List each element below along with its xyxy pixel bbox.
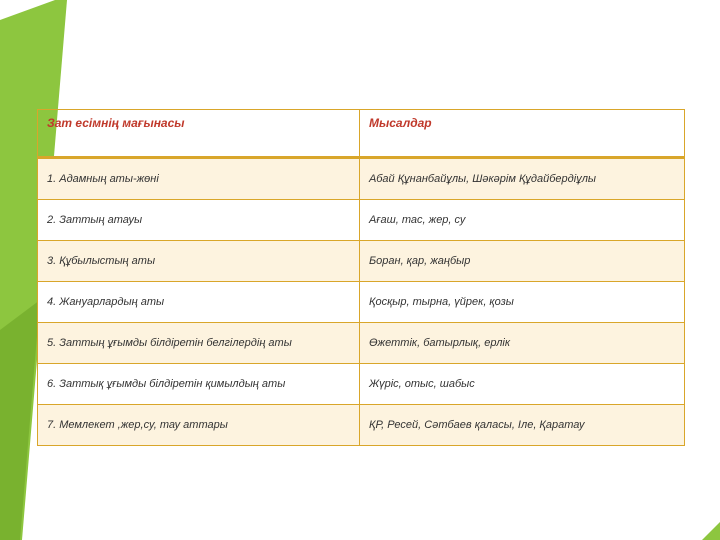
table-row [38,282,685,323]
row-meaning: 3. Құбылыстың аты [38,241,360,282]
header-examples: Мысалдар [360,110,685,158]
row-meaning: 4. Жануарлардың аты [38,282,360,323]
noun-meaning-table [37,109,684,446]
row-examples: ҚР, Ресей, Сәтбаев қаласы, Іле, Қаратау [360,405,685,446]
table-row [38,323,685,364]
row-meaning: 2. Заттың атауы [38,200,360,241]
row-meaning: 6. Заттық ұғымды білдіретін қимылдың аты [38,364,360,405]
green-corner-triangle [702,522,720,540]
table-row [38,158,685,200]
table-row [38,405,685,446]
table-row [38,364,685,405]
green-left-stripe-dark [0,300,40,540]
table-header-row [38,110,685,158]
table-row [38,200,685,241]
row-meaning: 1. Адамның аты-жөні [38,158,360,200]
row-examples: Ағаш, тас, жер, су [360,200,685,241]
row-meaning: 5. Заттың ұғымды білдіретін белгілердің аты [38,323,360,364]
row-examples: Жүріс, отыс, шабыс [360,364,685,405]
header-meaning: Зат есімнің мағынасы [38,110,360,158]
row-meaning: 7. Мемлекет ,жер,су, тау аттары [38,405,360,446]
row-examples: Қосқыр, тырна, үйрек, қозы [360,282,685,323]
row-examples: Боран, қар, жаңбыр [360,241,685,282]
row-examples: Өжеттік, батырлық, ерлік [360,323,685,364]
table-row [38,241,685,282]
row-examples: Абай Құнанбайұлы, Шәкәрім Құдайбердіұлы [360,158,685,200]
